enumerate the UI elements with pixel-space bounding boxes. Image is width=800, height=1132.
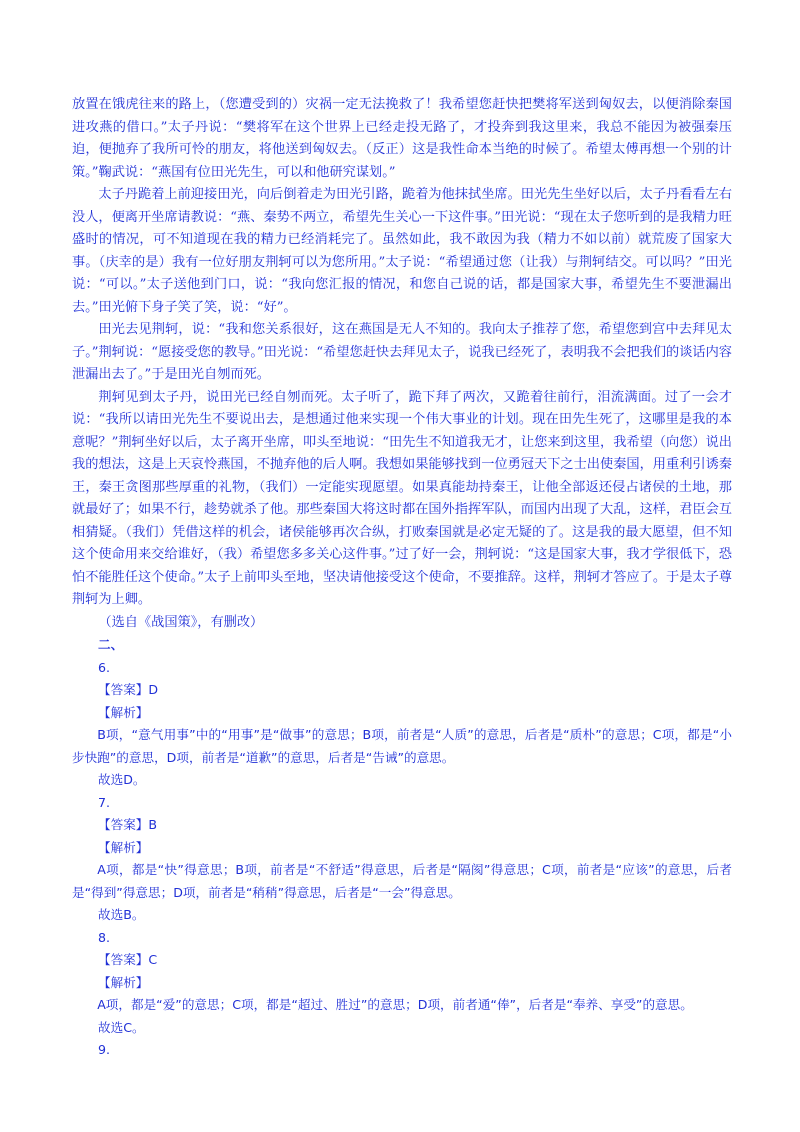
analysis-label: 【解析】 — [98, 839, 149, 855]
document-page — [72, 94, 732, 1062]
answer-label: 【答案】D — [98, 682, 159, 697]
translation-paragraph-4: 荆轲见到太子丹，说田光已经自刎而死。太子听了，跪下拜了两次，又跪着往前行，泪流满面。过了一会才说：“我所以请田光先生不要说出去，是想通过他来实现一个伟大事业的计划。现在田先生死了，这哪里是我的本意呢？”荆轲坐好以后，太子离开坐席，叩头至地说：“田先生不知道我无才，让您来到这里，我希望（向您）说出我的想法，这是上天哀怜燕国，不抛弃他的后人啊。我想如果能够找到一位勇冠天下之士出使秦国，用重利引诱秦王，秦王贪图那些厚重的礼物，（我们）一定能实现愿望。如果真能劫持秦王，让他全部返还侵占诸侯的土地，那就最好了；如果不行，趁势就杀了他。那些秦国大将这时都在国外指挥军队，而国内出现了大乱，这样，君臣会互相猜疑。（我们）凭借这样的机会，诸侯能够再次合纵，打败秦国就是必定无疑的了。这是我的最大愿望，但不知这个使命用来交给谁好，（我）希望您多多关心这件事。”过了好一会，荆轲说：“这是国家大事，我才学很低下，恐怕不能胜任这个使命。”太子上前叩头至地，坚决请他接受这个使命，不要推辞。这样，荆轲才答应了。于是太子尊荆轲为上卿。 — [72, 389, 732, 607]
question-number: 8. — [98, 929, 111, 945]
conclusion: 故选D。 — [98, 772, 146, 787]
question-number: 6. — [98, 659, 111, 675]
question-number: 7. — [98, 794, 111, 810]
answer-label: 【答案】C — [98, 952, 158, 967]
analysis-text: A项，都是“快”得意思；B项，前者是“不舒适”得意思，后者是“隔阂”得意思；C项，前者是“应该”的意思，后者是“得到”得意思；D项，前者是“稍稍”得意思，后者是“一会”得意思。 — [72, 862, 732, 900]
answer-block-8 — [72, 927, 732, 1040]
analysis-label: 【解析】 — [98, 974, 149, 990]
source-note: （选自《战国策》，有删改） — [98, 614, 264, 630]
question-number-9: 9. — [98, 1042, 111, 1057]
translation-paragraph-2: 太子丹跪着上前迎接田光，向后倒着走为田光引路，跪着为他抹拭坐席。田光先生坐好以后，太子丹看看左右没人，便离开坐席请教说：“燕、秦势不两立，希望先生关心一下这件事。”田光说：“现在太子您听到的是我精力旺盛时的情况，可不知道现在我的精力已经消耗完了。虽然如此，我不敢因为我（精力不如以前）就荒废了国家大事。（庆幸的是）我有一位好朋友荆轲可以为您所用。”太子说：“希望通过您（让我）与荆轲结交。可以吗？”田光说：“可以。”太子送他到门口，说：“我向您汇报的情况，和您自己说的话，都是国家大事，希望先生不要泄漏出去。”田光俯下身子笑了笑，说：“好”。 — [72, 187, 732, 315]
conclusion: 故选C。 — [98, 1019, 145, 1035]
analysis-text: B项，“意气用事”中的“用事”是“做事”的意思；B项，前者是“人质”的意思，后者是“质朴”的意思；C项，都是“小步快跑”的意思，D项，前者是“道歉”的意思，后者是“告诫”的意思。 — [72, 727, 732, 765]
answer-block-7 — [72, 792, 732, 927]
answer-block-6 — [72, 657, 732, 792]
analysis-label: 【解析】 — [98, 704, 149, 720]
translation-paragraph-3: 田光去见荆轲，说：“我和您关系很好，这在燕国是无人不知的。我向太子推荐了您，希望您到宫中去拜见太子。”荆轲说：“愿接受您的教导。”田光说：“希望您赶快去拜见太子，说我已经死了，表明我不会把我们的谈话内容泄漏出去了。”于是田光自刎而死。 — [72, 322, 732, 382]
section-heading: 二、 — [98, 637, 124, 652]
translation-paragraph-1: 放置在饿虎往来的路上，（您遭受到的）灾祸一定无法挽救了！我希望您赶快把樊将军送到匈奴去，以便消除秦国进攻燕的借口。”太子丹说：“樊将军在这个世界上已经走投无路了，才投奔到我这里来，我总不能因为被强秦压迫，便抛弃了我所可怜的朋友，将他送到匈奴去。（反正）这是我性命本当绝的时候了。希望太傅再想一个别的计策。”鞠武说：“燕国有位田光先生，可以和他研究谋划。” — [72, 97, 732, 180]
analysis-text: A项，都是“爱”的意思；C项，都是“超过、胜过”的意思；D项，前者通“俸”，后者是“奉养、享受”的意思。 — [97, 997, 693, 1012]
answer-label: 【答案】B — [98, 817, 158, 832]
conclusion: 故选B。 — [98, 907, 145, 922]
